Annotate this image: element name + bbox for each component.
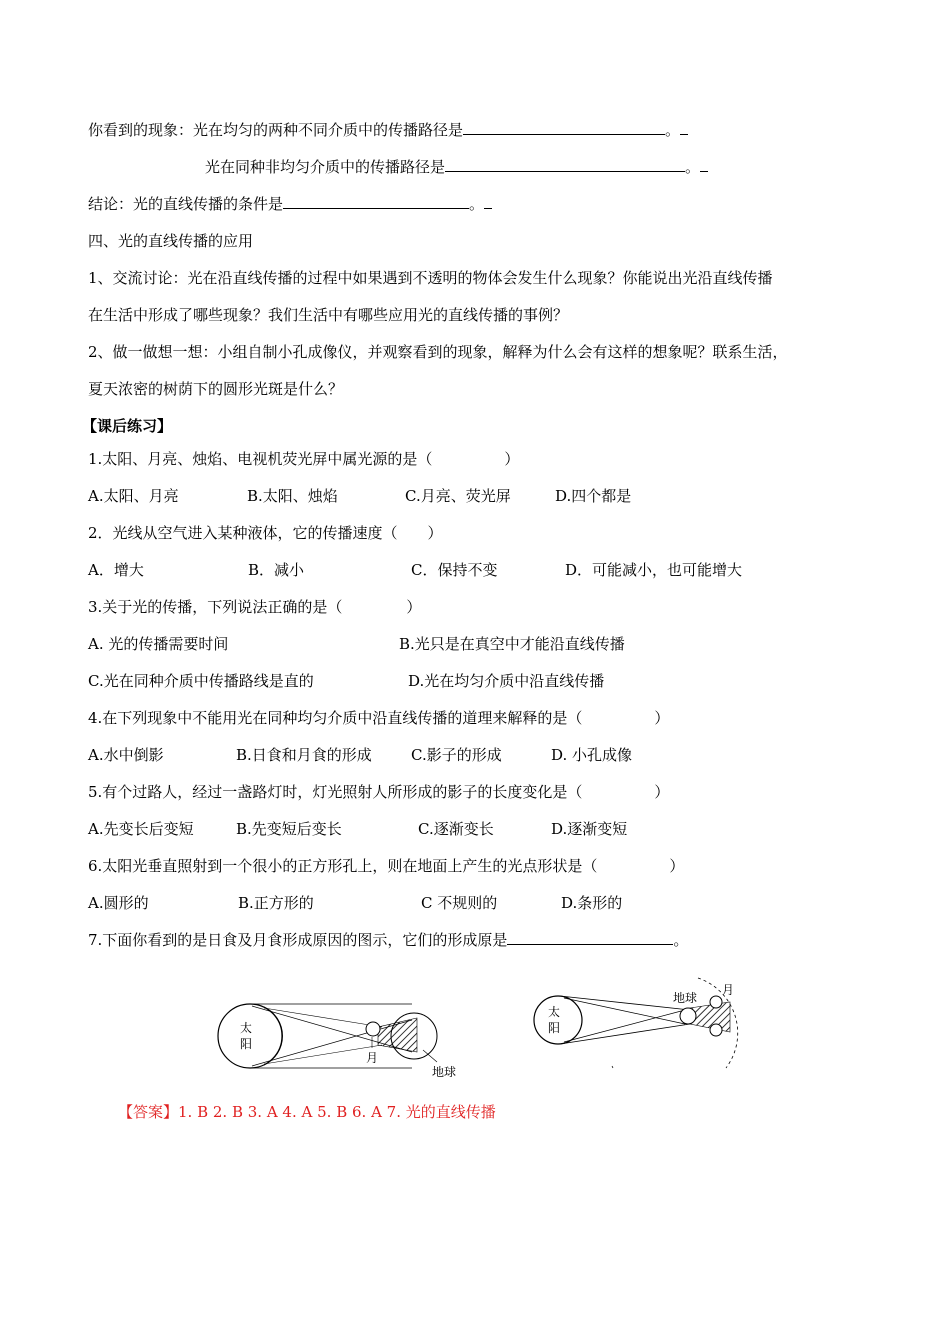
q4-close: ） [654,709,670,727]
earth-label: 地球 [432,1065,457,1079]
q6-option-c[interactable]: C 不规则的 [421,894,498,912]
q6-stem [88,856,684,876]
sun-label-1: 太 [240,1021,253,1035]
conclusion-text: 结论：光的直线传播的条件是 [88,195,284,213]
q7-stem [88,930,688,950]
q2-option-a[interactable]: A．增大 [88,561,144,579]
observation-line-2 [205,157,708,177]
period: 。 [469,195,485,213]
q4-stem-text: 4.在下列现象中不能用光在同种均匀介质中沿直线传播的道理来解释的是（ [88,709,583,727]
earth-label: 地球 [673,991,698,1005]
q5-option-b[interactable]: B.先变短后变长 [236,820,342,838]
q6-stem-text: 6.太阳光垂直照射到一个很小的正方形孔上，则在地面上产生的光点形状是（ [88,857,598,875]
moon-position-2 [710,1024,722,1036]
q3-stem-text: 3.关于光的传播，下列说法正确的是（ [88,598,343,616]
blank-tail [700,157,708,172]
q2-close: ） [427,524,443,542]
umbra-shadow [378,1018,417,1052]
q4-option-a[interactable]: A.水中倒影 [88,746,164,764]
q1-stem-text: 1.太阳、月亮、烛焰、电视机荧光屏中属光源的是（ [88,450,433,468]
q6-option-b[interactable]: B.正方形的 [238,894,314,912]
q1-close: ） [504,450,520,468]
sun-circle [534,996,582,1044]
doit-line-2: 夏天浓密的树荫下的圆形光斑是什么？ [88,380,344,398]
practice-title: 【课后练习】 [82,417,173,435]
q1-stem [88,449,519,469]
q6-close: ） [669,857,685,875]
q7-stem-text: 7.下面你看到的是日食及月食形成原因的图示，它们的形成原是 [88,931,508,949]
q6-option-d[interactable]: D.条形的 [561,894,623,912]
discuss-line-2: 在生活中形成了哪些现象？我们生活中有哪些应用光的直线传播的事例？ [88,306,569,324]
q1-option-c[interactable]: C.月亮、荧光屏 [405,487,511,505]
section-4-title: 四、光的直线传播的应用 [88,232,254,250]
doit-line-1: 2、做一做想一想：小组自制小孔成像仪，并观察看到的现象，解释为什么会有这样的想象呢？联系生活， [88,343,788,361]
answer-key [118,1102,496,1122]
period: 。 [685,158,701,176]
q2-stem-text: 2．光线从空气进入某种液体，它的传播速度（ [88,524,398,542]
period: 。 [673,931,689,949]
q3-stem [88,597,421,617]
q6-option-a[interactable]: A.圆形的 [88,894,149,912]
moon-label: 月 [366,1051,379,1065]
sun-label-1: 太 [548,1005,561,1019]
q5-option-c[interactable]: C.逐渐变长 [418,820,494,838]
q4-stem [88,708,669,728]
period: 。 [665,121,681,139]
answer-blank-3[interactable] [283,194,469,209]
q5-option-a[interactable]: A.先变长后变短 [88,820,194,838]
earth-circle [680,1008,696,1024]
conclusion-line [88,194,492,214]
answer-blank-1[interactable] [463,120,665,135]
moon-circle [366,1022,380,1036]
q1-option-b[interactable]: B.太阳、烛焰 [247,487,338,505]
q1-option-a[interactable]: A.太阳、月亮 [88,487,179,505]
q5-stem-text: 5.有个过路人，经过一盏路灯时，灯光照射人所形成的影子的长度变化是（ [88,783,583,801]
sun-circle [218,1004,282,1068]
lunar-eclipse-diagram [530,972,750,1072]
q4-option-d[interactable]: D. 小孔成像 [551,746,633,764]
q2-stem [88,523,443,543]
q1-option-d[interactable]: D.四个都是 [555,487,632,505]
observation-text-2: 光在同种非均匀介质中的传播路径是 [205,158,446,176]
discuss-line-1: 1、交流讨论：光在沿直线传播的过程中如果遇到不透明的物体会发生什么现象？你能说出光沿直线传播 [88,269,773,287]
observation-text-1: 光在均匀的两种不同介质中的传播路径是 [193,121,464,139]
q4-option-b[interactable]: B.日食和月食的形成 [236,746,372,764]
q5-option-d[interactable]: D.逐渐变短 [551,820,628,838]
sun-label-2: 阳 [548,1021,561,1035]
observation-line-1 [88,120,688,140]
moon-label: 月 [722,983,735,997]
q5-close: ） [654,783,670,801]
q5-stem [88,782,669,802]
moon-position-1 [710,996,722,1008]
blank-tail [484,194,492,209]
answer-text: 1. B 2. B 3. A 4. A 5. B 6. A 7. 光的直线传播 [178,1103,496,1121]
q2-option-b[interactable]: B．减小 [248,561,305,579]
q3-close: ） [406,598,422,616]
answer-label: 【答案】 [118,1103,179,1121]
q7-answer-blank[interactable] [507,930,673,945]
q3-option-b[interactable]: B.光只是在真空中才能沿直线传播 [399,635,625,653]
sun-label-2: 阳 [240,1037,253,1051]
q3-option-c[interactable]: C.光在同种介质中传播路线是直的 [88,672,314,690]
answer-blank-2[interactable] [445,157,685,172]
observation-label: 你看到的现象： [88,121,194,139]
q4-option-c[interactable]: C.影子的形成 [411,746,502,764]
blank-tail [680,120,688,135]
q3-option-a[interactable]: A. 光的传播需要时间 [88,635,229,653]
q3-option-d[interactable]: D.光在均匀介质中沿直线传播 [408,672,605,690]
q2-option-d[interactable]: D．可能减小，也可能增大 [565,561,743,579]
q2-option-c[interactable]: C．保持不变 [411,561,498,579]
solar-eclipse-diagram [212,990,472,1080]
